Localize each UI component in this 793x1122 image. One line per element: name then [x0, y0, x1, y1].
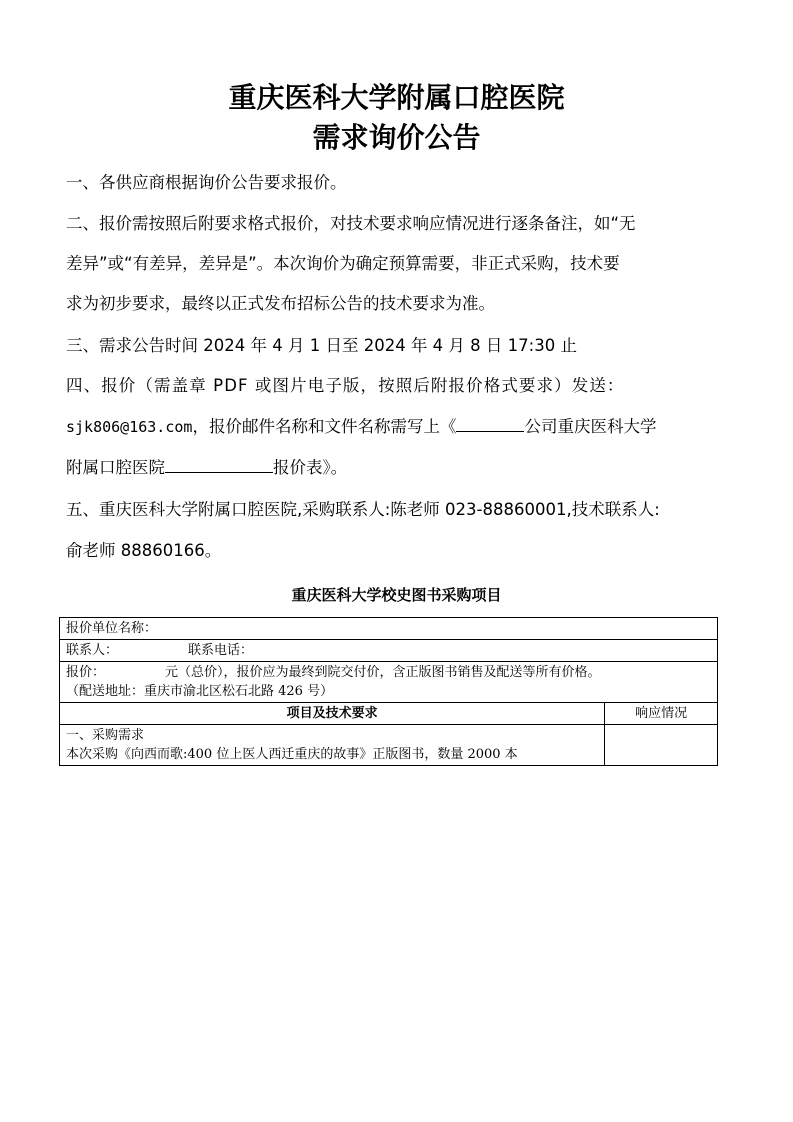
table-row	[60, 662, 718, 703]
paragraph-4-line-2-end: 公司重庆医科大学	[524, 417, 657, 436]
email-address: sjk806@163.com	[66, 418, 193, 436]
table-row	[60, 618, 718, 640]
document-title: 重庆医科大学附属口腔医院	[228, 81, 565, 114]
paragraph-4-line-2-text: ，报价邮件名称和文件名称需写上《	[192, 417, 457, 436]
paragraph-4-line-3	[66, 449, 726, 486]
item-heading: 一、采购需求	[66, 728, 145, 743]
paragraph-2-line-1: 二、报价需按照后附要求格式报价，对技术要求响应情况进行逐条备注，如“无	[66, 214, 636, 233]
paragraph-2-line-2: 差异”或“有差异，差异是”。本次询价为确定预算需要，非正式采购，技术要	[66, 254, 620, 273]
paragraph-4-line-1: 四、报价（需盖章 PDF 或图片电子版，按照后附报价格式要求）发送：	[66, 376, 625, 395]
paragraph-4-line-3-start: 附属口腔医院	[66, 458, 165, 477]
paragraph-2-line-3: 求为初步要求，最终以正式发布招标公告的技术要求为准。	[66, 294, 495, 313]
paragraph-5-line-2: 俞老师 88860166。	[66, 541, 222, 560]
response-header: 响应情况	[605, 703, 718, 725]
quotation-table	[59, 617, 718, 766]
contact-cell	[60, 640, 718, 662]
paragraph-3: 三、需求公告时间 2024 年 4 月 1 日至 2024 年 4 月 8 日 17:30 止	[66, 336, 577, 355]
table-row	[60, 725, 718, 766]
response-cell	[605, 725, 718, 766]
price-text: 元（总价），报价应为最终到院交付价，含正版图书销售及配送等所有价格。	[165, 665, 601, 680]
company-name-blank	[456, 417, 524, 432]
requirements-cell	[60, 725, 605, 766]
price-label: 报价：	[66, 665, 106, 680]
paragraph-5-line-1: 五、重庆医科大学附属口腔医院,采购联系人:陈老师 023-88860001,技术联系人:	[66, 500, 660, 519]
table-header-row	[60, 703, 718, 725]
item-text: 本次采购《向西而歌:400 位上医人西迁重庆的故事》正版图书，数量 2000 本	[66, 747, 518, 762]
project-name-blank	[165, 458, 273, 473]
contact-label: 联系人：	[66, 643, 119, 658]
paragraph-4-line-3-end: 报价表》。	[273, 458, 348, 477]
requirements-header: 项目及技术要求	[60, 703, 605, 725]
phone-label: 联系电话：	[188, 643, 254, 658]
company-name-cell	[60, 618, 718, 640]
price-cell	[60, 662, 718, 703]
table-row	[60, 640, 718, 662]
table-title: 重庆医科大学校史图书采购项目	[291, 586, 502, 604]
company-name-label: 报价单位名称：	[66, 621, 158, 636]
document-subtitle: 需求询价公告	[312, 121, 481, 154]
paragraph-4-line-2	[66, 408, 726, 446]
paragraph-1: 一、各供应商根据询价公告要求报价。	[66, 173, 347, 192]
delivery-address: （配送地址：重庆市渝北区松石北路 426 号）	[66, 684, 334, 699]
